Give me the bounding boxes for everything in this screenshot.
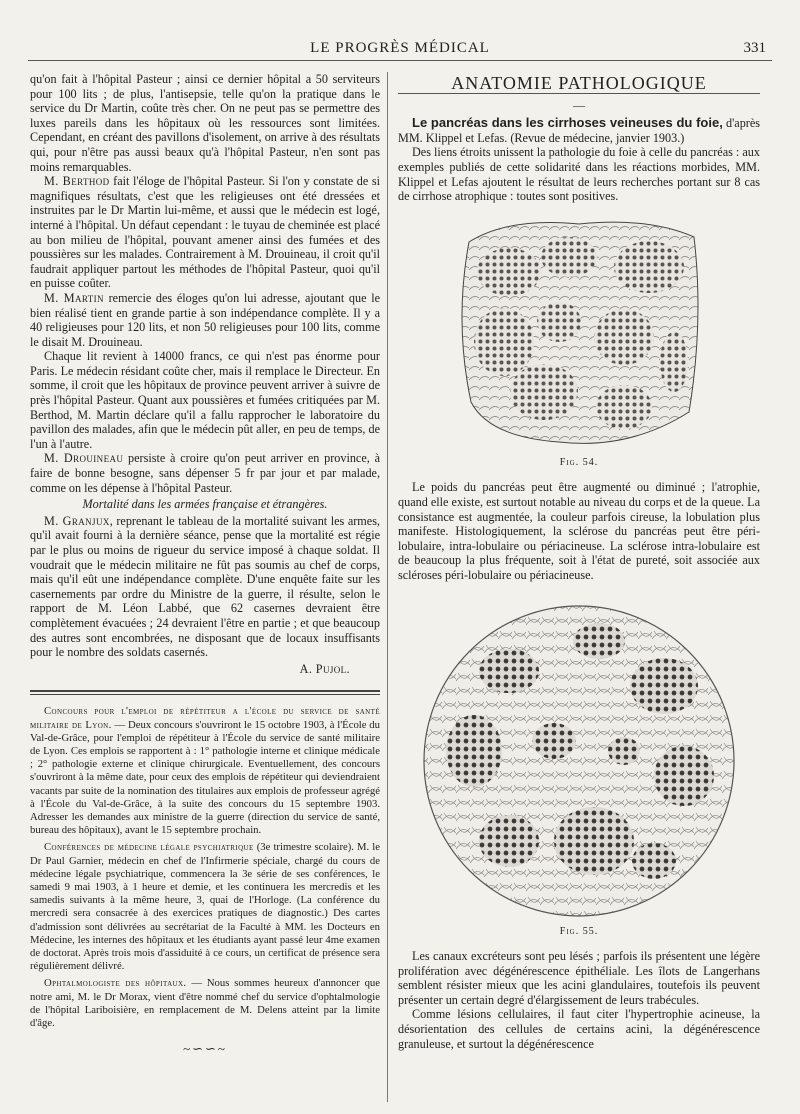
- running-header: [28, 38, 772, 61]
- left-column: [30, 72, 380, 1057]
- article-header: [398, 116, 760, 145]
- paragraph-text: remercie des éloges qu'on lui adresse, ajoutant que le bien réalisé tient en grande partie à son indépendance complète. Il y a 40 religieuses pour 120 lits, et non 50 religieuses pour 100 lits, comme le disait M. Drouineau.: [30, 290, 380, 349]
- paragraph-text: fait l'éloge de l'hôpital Pasteur. Si l'on y constate de si magnifiques résultats, c'est que les religieuses ont été dressées et instruites par le Dr Martin lui-même, et aussi que le médecin est logé, interné à l'hôpital. Un défaut cependant : le tuyau de cheminée est placé au bon milieu de l'hôpital, pouvant amener ainsi des fumées et des poussières sur les malades. Contrairement à M. Drouineau, il croit qu'il faudrait appliquer partout les méthodes de l'hôpital Pasteur, quoi qu'il en puisse coûter.: [30, 174, 380, 291]
- paragraph: Chaque lit revient à 14000 francs, ce qui n'est pas énorme pour Paris. Le médecin résidant coûte cher, mais il remplace le Directeur. En somme, il croit que les hôpitaux de province peuvent arriver à suivre de près l'hôpital Pasteur. Quant aux poussières et fumées critiquées par M. Berthod, M. Martin déclare qu'il a fallu rapprocher le laboratoire du pavillon des malades, afin que le médecin pût aller, en peu de temps, de l'un à l'autre.: [30, 349, 380, 451]
- news-text: — Nous sommes heureux d'annoncer que notre ami, M. le Dr Morax, vient d'être nommé chef du service d'ophtalmologie de l'hôpital Lariboisière, en remplacement de M. Delens atteint par la limite d'âge.: [30, 977, 380, 1030]
- news-heading: Concours pour l'emploi de répétiteur a l'école du service de santé militaire de Lyon.: [30, 705, 380, 731]
- paragraph-text: , reprenant le tableau de la mortalité suivant les armes, qu'il avait fourni à la dernière séance, pense que la mortalité est régie par le plus ou moins de rigueur du service imposé à chaque soldat. Il voudrait que le médecin militaire ne fût pas soumis au chef de corps, mais qu'il eût une indépendance complète. D'une enquête faite sur les casernements par ordre du Ministre de la guerre, il résulte, selon le rapport de M. Léon Labbé, que 62 casernes devraient être complètement évacuées ; 24 devraient l'être en partie ; et que beaucoup des autres sont encombrées, ne disposant que de locaux insuffisants pour le nombre des soldats casernés.: [30, 513, 380, 660]
- right-column: [398, 72, 760, 1051]
- news-item: [30, 705, 380, 837]
- figure-caption: Fig. 54.: [559, 456, 599, 468]
- section-title: ANATOMIE PATHOLOGIQUE: [398, 76, 760, 94]
- news-text: (3e trimestre scolaire). M. le Dr Paul Garnier, médecin en chef de l'Infirmerie spéciale, chargé du cours de médecine légale psychiatrique, commencera la 3e série de ses conférences, le samedi 9 mai 1903, à 1 heure et demie, et les continuera les mercredis et les samedis suivants à la même heure, 3, quai de l'Horloge. (La conférence du mercredi sera consacrée à des exercices pratiques de diagnostic.) Des cartes d'admission sont délivrées au secrétariat de la Faculté à MM. les Docteurs en Médecine, les internes des hôpitaux et les étudiants ayant passé leur 4me examen de doctorat. Après trois mois d'assiduité à ce cours, un certificat de présence sera régulièrement délivré.: [30, 841, 381, 973]
- news-section: [30, 705, 380, 1030]
- journal-title: LE PROGRÈS MÉDICAL: [310, 40, 490, 56]
- paragraph: Comme lésions cellulaires, il faut citer l'hypertrophie acineuse, la désorientation des cellules de certains acini, la dégénérescence granuleuse, et surtout la dégénérescence: [398, 1007, 760, 1051]
- speaker-name: M. Berthod: [44, 174, 110, 189]
- paragraph-text: persiste à croire qu'on peut arriver en province, à faire de bonne besogne, sans dépenser 5 fr par jour et par malade, comme on les dépense à l'hôpital Pasteur.: [30, 451, 380, 495]
- histology-drawing-1: [449, 212, 709, 452]
- speaker-name: M. Drouineau: [44, 451, 124, 466]
- paragraph: [30, 514, 380, 660]
- speaker-name: M. Granjux: [44, 513, 110, 528]
- speaker-name: M. Martin: [44, 290, 104, 305]
- paragraph: Les canaux excréteurs sont peu lésés ; parfois ils présentent une légère prolifération avec dégénérescence épithéliale. Les îlots de Langerhans semblent résister mieux que les acini glandulaires, toutefois ils peuvent présenter un certain degré d'élargissement de leurs trabécules.: [398, 949, 760, 1007]
- news-item: [30, 977, 380, 1030]
- author-signature: A. Pujol.: [299, 661, 350, 676]
- figure-55-illustration: [414, 601, 744, 921]
- histology-drawing-2: [414, 601, 744, 921]
- page-number: 331: [743, 40, 766, 56]
- paragraph: qu'on fait à l'hôpital Pasteur ; ainsi ce dernier hôpital a 50 serviteurs pour 100 lits ; de plus, l'antisepsie, telle qu'on la pratique dans le service du Dr Martin, coûte très cher. On ne peut pas se permettre des luxes pareils dans les hôpitaux où les ressources sont limitées. Cependant, en créant des pavillons d'isolement, on arrive à des résultats qui, pour n'être pas aussi beaux qu'à l'hôpital Pasteur, n'en sont pas moins remarquables.: [30, 72, 380, 174]
- article-byline: d'après MM. Klippel et Lefas. (Revue de médecine, janvier 1903.): [398, 116, 760, 145]
- section-separator: [30, 690, 380, 695]
- paragraph: [30, 291, 380, 349]
- title-dash: —: [573, 97, 585, 112]
- subheading: Mortalité dans les armées française et étrangères.: [82, 497, 328, 512]
- paragraph: Le poids du pancréas peut être augmenté ou diminué ; l'atrophie, quand elle existe, est surtout notable au niveau du corps et de la queue. La consistance est augmentée, la couleur parfois cireuse, la lobulation plus manifeste. Histologiquement, la sclérose du pancréas peut être péri-lobulaire, intra-lobulaire ou périacineuse. La sclérose intra-lobulaire est de beaucoup la plus fréquente, soit à l'état de pureté, soit associée aux scléroses péri-lobulaire ou périacineuse.: [398, 480, 760, 582]
- paragraph: [30, 174, 380, 291]
- news-text: — Deux concours s'ouvriront le 15 octobre 1903, à l'École du Val-de-Grâce, pour l'emploi de répétiteur à l'École du service de santé militaire de Lyon. Ces emplois se rapportent à : 1° pathologie interne et clinique médicale ; 2° pathologie externe et clinique chirurgicale. Eventuellement, des concours s'ouvriront à la même date, pour ceux des emplois de répétiteur qui deviendraient vacants par suite de la nomination des titulaires aux emplois de professeur agrégé à l'École du Val-de-Grâce, à la suite des concours du 15 septembre 1903. Adresser les demandes aux ministre de la guerre (direction du service de santé, bureau des hôpitaux), avant le 15 septembre prochain.: [30, 718, 380, 837]
- news-item: [30, 841, 380, 973]
- paragraph: [30, 451, 380, 495]
- news-heading: Ophtalmologiste des hôpitaux.: [44, 977, 187, 990]
- article-title: Le pancréas dans les cirrhoses veineuses du foie,: [412, 115, 723, 131]
- paragraph: Des liens étroits unissent la pathologie du foie à celle du pancréas : aux exemples publiés de cette solidarité dans les réactions morbides, MM. Klippel et Lefas ajoutent le résultat de leurs recherches portant sur 8 cas de cirrhose atrophique : toutes sont positives.: [398, 145, 760, 204]
- news-heading: Conférences de médecine légale psychiatrique: [44, 841, 254, 854]
- figure-54-illustration: [449, 212, 709, 452]
- figure-caption: Fig. 55.: [559, 925, 599, 937]
- end-ornament: ~∽∽~: [183, 1041, 227, 1057]
- column-divider: [387, 72, 388, 1102]
